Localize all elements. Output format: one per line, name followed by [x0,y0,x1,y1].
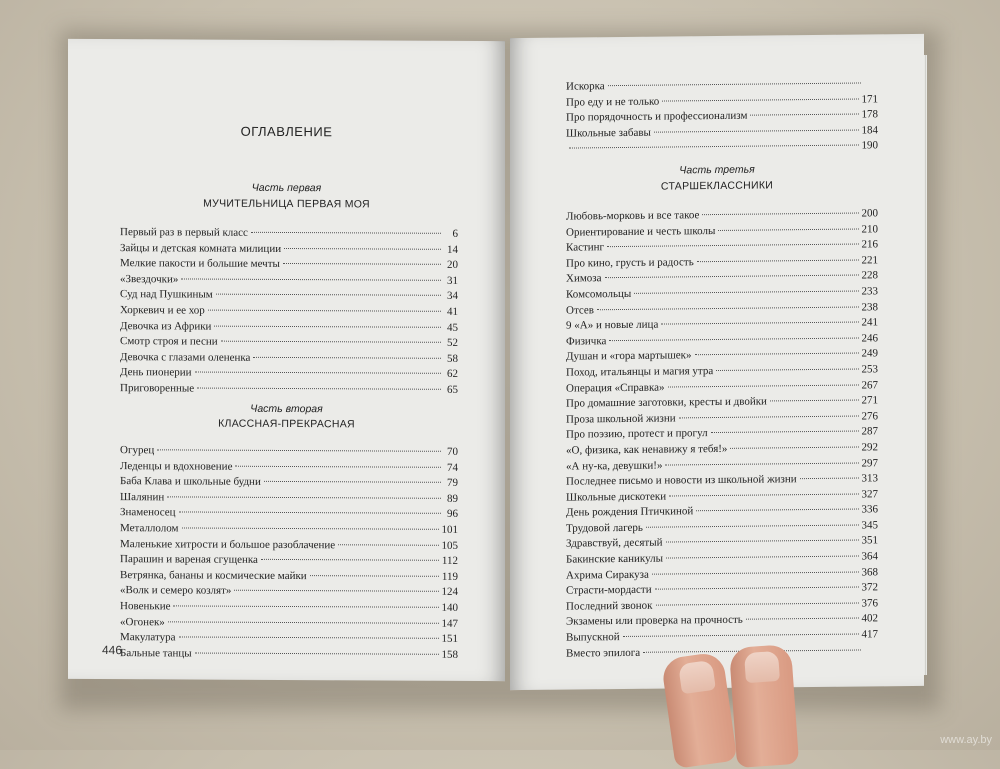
toc-entry [120,443,458,460]
toc-entry [120,568,458,585]
toc-entry-page: 376 [862,596,879,612]
toc-entry-title: День рождения Птичкиной [566,505,693,522]
dot-leader [197,387,441,389]
dot-leader [607,244,858,248]
dot-leader [702,213,858,216]
toc-entry [120,552,458,569]
part1-entries [120,225,458,398]
toc-entry [120,319,458,336]
toc-entry-page: 105 [442,538,459,554]
dot-leader [697,259,859,262]
dot-leader [623,634,859,637]
toc-entry-page: 171 [862,92,879,108]
dot-leader [662,98,858,101]
toc-entry-title: Химоза [566,272,602,288]
toc-entry-title: Про кино, грусть и радость [566,255,694,272]
continued-entries [566,76,878,157]
dot-leader [696,509,858,512]
right-page [510,34,924,690]
toc-entry-page: 184 [862,123,879,139]
toc-entry [120,583,458,600]
toc-entry-page: 20 [444,258,458,274]
dot-leader [597,306,859,310]
toc-entry-page: 216 [862,238,879,254]
toc-entry-page: 417 [862,627,879,643]
toc-entry-page: 276 [862,409,879,425]
toc-entry [566,643,878,662]
dot-leader [253,357,441,359]
dot-leader [730,446,858,448]
part3-label: Часть третья [510,162,924,178]
toc-entry [120,381,458,398]
dot-leader [261,559,439,561]
toc-entry-page: 327 [862,487,879,503]
toc-entry-title: Физичка [566,334,606,350]
toc-entry-title: Здравствуй, десятый [566,536,663,553]
dot-leader [608,82,861,86]
dot-leader [646,524,859,527]
dot-leader [181,278,441,280]
part2-label: Часть вторая [68,402,505,416]
toc-entry [120,506,458,523]
part1-title: МУЧИТЕЛЬНИЦА ПЕРВАЯ МОЯ [68,197,505,211]
toc-entry-page: 267 [862,378,879,394]
toc-entry-title: Комсомольцы [566,287,631,303]
dot-leader [718,228,858,230]
toc-entry-page: 6 [444,227,458,243]
fingernail-right [744,651,780,683]
toc-entry-title: Трудовой лагерь [566,521,643,537]
toc-entry-page: 89 [444,492,458,508]
toc-entry-page: 364 [862,549,879,565]
dot-leader [167,496,441,498]
toc-entry-title: Ориентирование и честь школы [566,224,715,241]
dot-leader [195,652,439,654]
toc-entry-page: 271 [862,393,879,409]
toc-entry-page: 34 [444,289,458,305]
dot-leader [695,353,859,356]
toc-entry-page: 287 [862,425,879,441]
toc-entry-title: Девочка из Африки [120,319,211,335]
toc-entry-page: 238 [862,300,879,316]
toc-entry-title: Шалянин [120,490,164,506]
toc-entry-title: «Звездочки» [120,272,178,288]
toc-entry-title: Искорка [566,79,605,95]
dot-leader [750,114,858,116]
toc-entry-title: Кастинг [566,240,604,256]
toc-entry-page: 70 [444,445,458,461]
toc-entry-title: Бакинские каникулы [566,552,663,569]
watermark: www.ay.by [940,734,992,746]
part2-entries [120,443,458,663]
dot-leader [634,290,858,293]
toc-entry-page: 74 [444,460,458,476]
toc-entry-title: Баба Клава и школьные будни [120,474,261,490]
dot-leader [234,590,438,592]
toc-entry-page: 233 [862,284,879,300]
toc-entry-title: Школьные забавы [566,125,651,141]
dot-leader [609,337,858,341]
dot-leader [168,621,439,623]
toc-entry-title: Проза школьной жизни [566,411,676,428]
toc-entry-page: 151 [442,632,459,648]
toc-entry-title: Маленькие хитрости и большое разоблачение [120,537,335,554]
toc-entry-title: Любовь-морковь и все такое [566,208,699,225]
toc-entry-page: 221 [862,253,879,269]
toc-entry-title: Про еду и не только [566,94,659,111]
toc-entry [566,139,878,158]
toc-entry-page: 124 [442,585,459,601]
toc-entry-title: Смотр строя и песни [120,334,218,350]
part3-title: СТАРШЕКЛАССНИКИ [510,178,924,194]
dot-leader [605,275,859,279]
dot-leader [221,341,441,343]
toc-entry-page: 313 [862,471,879,487]
toc-entry-title: Огурец [120,443,154,459]
toc-entry-page: 58 [444,352,458,368]
toc-entry-page: 241 [862,315,879,331]
toc-entry [120,288,458,305]
toc-entry-title: Про домашние заготовки, кресты и двойки [566,395,767,413]
dot-leader [338,544,438,546]
toc-entry [120,599,458,616]
toc-entry-title: Мелкие пакости и большие мечты [120,256,280,272]
toc-entry-title: Зайцы и детская комната милиции [120,241,281,257]
dot-leader [655,587,859,590]
dot-leader [679,415,859,418]
toc-heading: ОГЛАВЛЕНИЕ [68,123,505,140]
dot-leader [208,310,441,312]
dot-leader [666,540,859,543]
toc-entry [120,646,458,663]
toc-entry [120,225,458,242]
toc-entry-title: Ахрима Сиракуза [566,567,649,583]
dot-leader [800,478,859,480]
dot-leader [284,248,441,250]
toc-entry-page: 62 [444,367,458,383]
toc-entry-page: 200 [862,206,879,222]
toc-entry-title: Последний звонок [566,599,653,615]
toc-entry-page: 158 [442,648,459,664]
toc-entry-page: 112 [442,554,458,570]
dot-leader [310,575,439,577]
toc-entry [120,630,458,647]
toc-entry-title: Отсев [566,303,594,319]
toc-entry-title: Хоркевич и ее хор [120,303,205,319]
left-page [68,39,505,681]
toc-entry-page: 147 [442,616,459,632]
toc-entry [120,474,458,491]
toc-entry-page: 249 [862,347,879,363]
dot-leader [746,618,859,620]
dot-leader [264,481,441,483]
toc-entry-title: Поход, итальянцы и магия утра [566,364,713,381]
toc-entry-page: 119 [442,570,458,586]
toc-entry-title: День пионерии [120,365,192,381]
dot-leader [179,637,439,639]
toc-entry-page: 368 [862,565,879,581]
toc-entry [120,350,458,367]
dot-leader [157,449,441,451]
toc-entry-title: Операция «Справка» [566,380,665,397]
toc-entry-title: Ветрянка, бананы и космические майки [120,568,307,585]
toc-entry [120,521,458,538]
dot-leader [654,129,859,132]
toc-entry-title: Страсти-мордасти [566,583,652,599]
part1-label: Часть первая [68,181,505,195]
toc-entry-title: Макулатура [120,630,176,646]
dot-leader [182,527,439,529]
toc-entry-title: Про поэзию, протест и прогул [566,426,708,443]
dot-leader [283,263,441,265]
dot-leader [661,322,858,325]
dot-leader [666,556,859,559]
toc-entry-title: Бальные танцы [120,646,192,662]
toc-entry [120,334,458,351]
toc-entry-title: «Волк и семеро козлят» [120,583,231,599]
toc-entry-page: 52 [444,336,458,352]
toc-entry-page: 351 [862,534,879,550]
toc-entry-title: Металлолом [120,521,179,537]
toc-entry-title: Первый раз в первый класс [120,225,248,241]
toc-entry-page: 31 [444,274,458,290]
dot-leader [716,368,858,370]
toc-entry-title: 9 «А» и новые лица [566,318,658,335]
dot-leader [569,145,859,149]
dot-leader [179,512,441,514]
dot-leader [173,605,438,607]
toc-entry-page: 345 [862,518,879,534]
toc-entry-title: Школьные дискотеки [566,489,666,506]
toc-entry-page: 14 [444,242,458,258]
toc-entry-page: 253 [862,362,879,378]
toc-entry-page: 336 [862,503,879,519]
dot-leader [770,400,859,402]
toc-entry-title: Девочка с глазами олененка [120,350,250,366]
dot-leader [214,325,441,327]
toc-entry-page: 402 [862,612,879,628]
part3-entries [566,206,878,661]
toc-entry [120,241,458,258]
toc-entry [120,615,458,632]
toc-entry [120,490,458,507]
toc-entry [120,537,458,554]
toc-entry [120,272,458,289]
toc-entry [120,256,458,273]
toc-entry-title: Экзамены или проверка на прочность [566,613,743,630]
toc-entry-title: Душан и «гора мартышек» [566,349,692,366]
toc-entry [120,459,458,476]
dot-leader [195,372,442,374]
dot-leader [652,571,859,574]
dot-leader [665,462,858,465]
toc-entry-page: 292 [862,440,879,456]
toc-entry-page: 41 [444,305,458,321]
dot-leader [711,431,859,434]
toc-entry-title: Суд над Пушкиным [120,288,213,304]
fingernail-left [678,660,716,694]
toc-entry-title: «А ну-ка, девушки!» [566,458,662,475]
part2-title: КЛАССНАЯ-ПРЕКРАСНАЯ [68,417,505,431]
toc-entry-title: Приговоренные [120,381,194,397]
toc-entry-page: 210 [862,222,879,238]
toc-entry-page: 372 [862,581,879,597]
toc-entry-page: 190 [862,139,879,155]
toc-entry-page: 96 [444,507,458,523]
toc-entry-page: 297 [862,456,879,472]
toc-entry-title: «О, физика, как ненавижу я тебя!» [566,442,727,459]
toc-entry-page: 101 [442,523,459,539]
dot-leader [668,384,859,387]
toc-entry-page: 228 [862,269,879,285]
toc-entry [120,365,458,382]
toc-entry-page: 45 [444,320,458,336]
dot-leader [656,602,859,605]
toc-entry-page: 246 [862,331,879,347]
toc-entry [120,303,458,320]
toc-entry-page: 178 [862,108,879,124]
toc-entry-title: Вместо эпилога [566,645,640,661]
dot-leader [216,294,441,296]
toc-entry-title: Последнее письмо и новости из школьной жизни [566,472,797,490]
toc-entry-page: 65 [444,383,458,399]
toc-entry-title: Знаменосец [120,506,176,522]
toc-entry-title: Леденцы и вдохновение [120,459,232,475]
dot-leader [235,465,441,467]
toc-entry-title: Выпускной [566,630,620,646]
toc-entry-title: Новенькие [120,599,170,615]
toc-entry-page: 79 [444,476,458,492]
toc-entry-page: 140 [442,601,459,617]
toc-entry-title: Парашин и вареная сгущенка [120,552,258,568]
dot-leader [251,232,441,234]
dot-leader [669,493,858,496]
toc-entry-title: Про порядочность и профессионализм [566,109,747,126]
page-number: 446 [102,643,122,657]
toc-entry-title: «Огонек» [120,615,165,631]
